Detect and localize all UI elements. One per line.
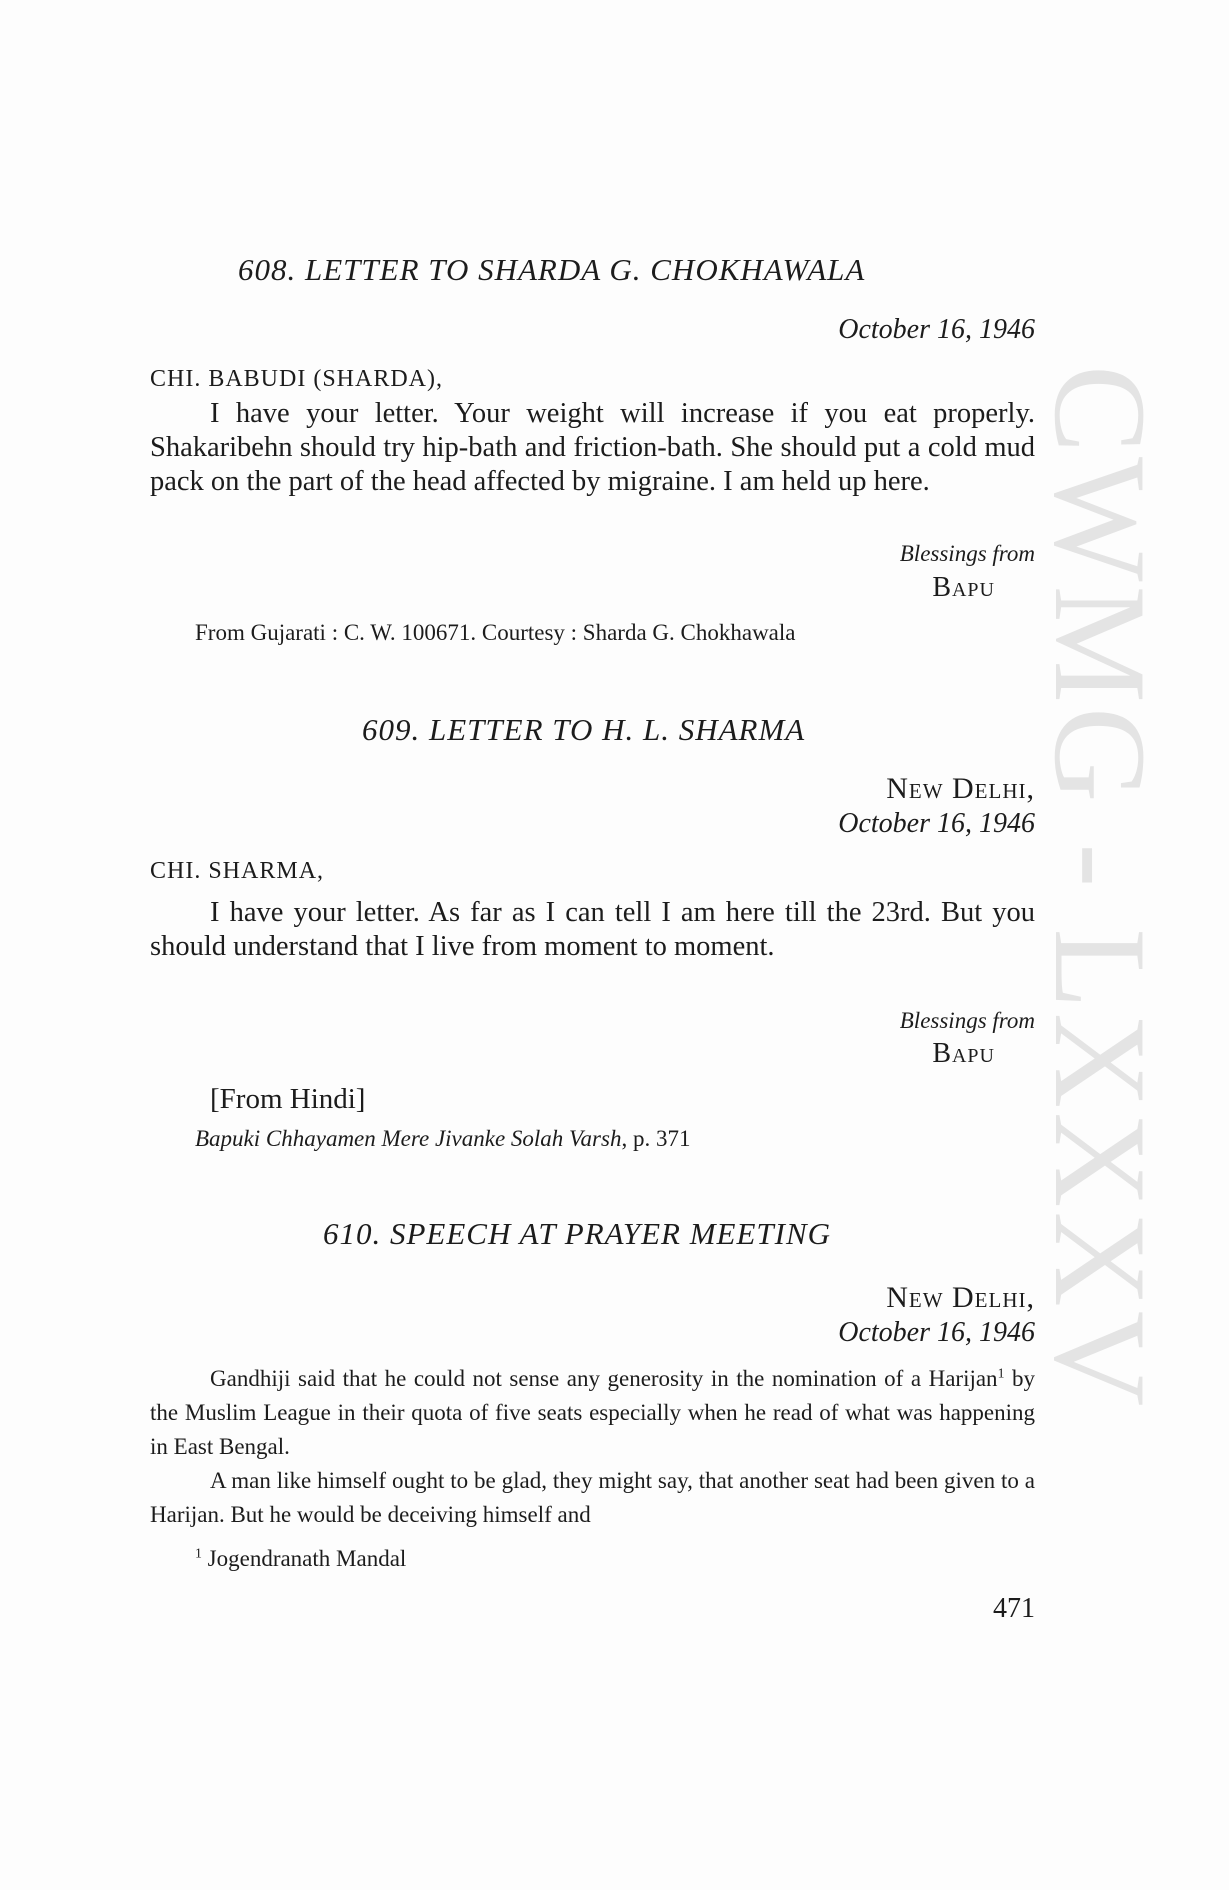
section-609-source-title: Bapuki Chhayamen Mere Jivanke Solah Varsh <box>195 1126 622 1151</box>
section-610-place: New Delhi, <box>886 1281 1035 1314</box>
section-609-heading: 609. LETTER TO H. L. SHARMA <box>362 712 806 747</box>
footnote <box>195 1546 406 1572</box>
section-610-paragraph-2: A man like himself ought to be glad, they might say, that another seat had been given to a Harijan. But he would be deceiving himself and <box>150 1468 1035 1527</box>
page-number: 471 <box>993 1593 1035 1624</box>
section-609-source <box>195 1126 690 1152</box>
section-608-blessing: Blessings from <box>899 541 1035 566</box>
watermark: CWMG - LXXXV <box>1027 365 1174 1411</box>
section-609-body <box>150 896 1035 964</box>
footnote-marker: 1 <box>195 1545 202 1561</box>
section-608-paragraph: I have your letter. Your weight will increase if you eat properly. Shakaribehn should try hip-bath and friction-bath. She should put a cold mud pack on the part of the head affected by migraine. I am held up here. <box>150 398 1035 497</box>
section-610-heading: 610. SPEECH AT PRAYER MEETING <box>323 1216 832 1251</box>
section-608-body <box>150 397 1035 499</box>
section-609-signature: Bapu <box>932 1038 995 1069</box>
document-page <box>150 0 1035 1890</box>
section-608-signature: Bapu <box>932 572 995 603</box>
section-610-paragraph-1 <box>150 1362 1035 1464</box>
section-608-date: October 16, 1946 <box>838 314 1035 345</box>
section-608-heading: 608. LETTER TO SHARDA G. CHOKHAWALA <box>238 252 866 287</box>
section-609-salutation: CHI. SHARMA, <box>150 858 325 884</box>
section-610-date: October 16, 1946 <box>838 1317 1035 1348</box>
footnote-reference: 1 <box>997 1365 1005 1381</box>
section-608-salutation: CHI. BABUDI (SHARDA), <box>150 366 444 392</box>
footnote-text: Jogendranath Mandal <box>201 1546 407 1571</box>
section-610-paragraph-1-text-cont: by the Muslim League in their quota of five seats especially when he read of what was happening in East Bengal. <box>150 1366 1035 1459</box>
section-609-date: October 16, 1946 <box>838 808 1035 839</box>
section-609-blessing: Blessings from <box>899 1008 1035 1033</box>
section-609-source-language: [From Hindi] <box>210 1083 366 1115</box>
section-608-source: From Gujarati : C. W. 100671. Courtesy : Sharda G. Chokhawala <box>195 620 796 645</box>
section-610-paragraph-1-text: Gandhiji said that he could not sense any generosity in the nomination of a Harijan <box>210 1366 998 1391</box>
section-609-place: New Delhi, <box>886 772 1035 805</box>
section-609-paragraph: I have your letter. As far as I can tell I am here till the 23rd. But you should understand that I live from moment to moment. <box>150 897 1035 962</box>
section-610-body <box>150 1362 1035 1532</box>
section-609-source-page: , p. 371 <box>621 1126 691 1151</box>
